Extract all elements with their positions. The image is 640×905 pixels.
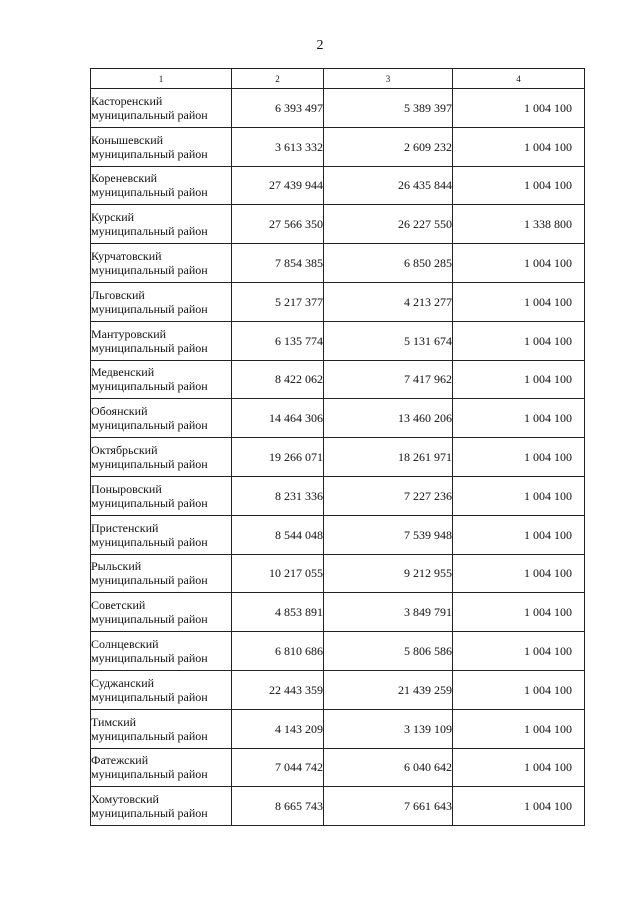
budget-distribution-table <box>90 68 585 826</box>
amount-cell-col2: 19 266 071 <box>232 438 324 477</box>
table-row <box>91 748 585 787</box>
amount-cell-col2: 5 217 377 <box>232 282 324 321</box>
amount-cell-col4: 1 004 100 <box>453 360 585 399</box>
district-type: муниципальный район <box>91 495 208 510</box>
table-header-row <box>91 69 585 89</box>
amount-cell-col4: 1 004 100 <box>453 321 585 360</box>
amount-cell-col3: 6 850 285 <box>324 244 453 283</box>
district-name-cell <box>91 166 232 205</box>
district-type: муниципальный район <box>91 107 208 122</box>
amount-cell-col3: 2 609 232 <box>324 127 453 166</box>
district-name-cell <box>91 709 232 748</box>
amount-cell-col3: 26 435 844 <box>324 166 453 205</box>
district-name: Кореневский <box>91 171 158 186</box>
amount-cell-col4: 1 004 100 <box>453 282 585 321</box>
district-name: Курский <box>91 210 135 225</box>
amount-cell-col4: 1 004 100 <box>453 632 585 671</box>
district-name-cell <box>91 89 232 128</box>
amount-cell-col3: 4 213 277 <box>324 282 453 321</box>
district-name-cell <box>91 282 232 321</box>
table-row <box>91 166 585 205</box>
district-name: Курчатовский <box>91 249 162 264</box>
district-name: Фатежский <box>91 753 149 768</box>
amount-cell-col4: 1 004 100 <box>453 515 585 554</box>
district-name: Хомутовский <box>91 792 159 807</box>
amount-cell-col4: 1 004 100 <box>453 554 585 593</box>
district-type: муниципальный район <box>91 224 208 239</box>
district-name: Поныровский <box>91 481 162 496</box>
amount-cell-col3: 7 661 643 <box>324 787 453 826</box>
amount-cell-col3: 7 227 236 <box>324 476 453 515</box>
district-name: Обоянский <box>91 404 148 419</box>
district-type: муниципальный район <box>91 379 208 394</box>
table-row <box>91 709 585 748</box>
amount-cell-col2: 8 422 062 <box>232 360 324 399</box>
amount-cell-col3: 18 261 971 <box>324 438 453 477</box>
amount-cell-col4: 1 004 100 <box>453 166 585 205</box>
amount-cell-col4: 1 004 100 <box>453 476 585 515</box>
amount-cell-col2: 8 665 743 <box>232 787 324 826</box>
amount-cell-col2: 3 613 332 <box>232 127 324 166</box>
table-row <box>91 593 585 632</box>
table-row <box>91 89 585 128</box>
table-row <box>91 670 585 709</box>
amount-cell-col3: 7 417 962 <box>324 360 453 399</box>
district-name: Тимский <box>91 714 137 729</box>
district-type: муниципальный район <box>91 689 208 704</box>
table-row <box>91 476 585 515</box>
district-name: Солнцевский <box>91 637 159 652</box>
amount-cell-col4: 1 004 100 <box>453 748 585 787</box>
amount-cell-col4: 1 004 100 <box>453 244 585 283</box>
table-row <box>91 515 585 554</box>
district-name-cell <box>91 321 232 360</box>
amount-cell-col2: 4 853 891 <box>232 593 324 632</box>
column-header: 4 <box>453 69 585 89</box>
amount-cell-col2: 7 854 385 <box>232 244 324 283</box>
district-type: муниципальный район <box>91 612 208 627</box>
district-type: муниципальный район <box>91 728 208 743</box>
district-name-cell <box>91 205 232 244</box>
amount-cell-col3: 6 040 642 <box>324 748 453 787</box>
amount-cell-col3: 7 539 948 <box>324 515 453 554</box>
amount-cell-col2: 27 566 350 <box>232 205 324 244</box>
table-body <box>91 89 585 826</box>
table-row <box>91 399 585 438</box>
district-name-cell <box>91 748 232 787</box>
district-type: муниципальный район <box>91 806 208 821</box>
table-row <box>91 127 585 166</box>
column-header: 2 <box>232 69 324 89</box>
amount-cell-col3: 9 212 955 <box>324 554 453 593</box>
table-row <box>91 632 585 671</box>
amount-cell-col3: 5 806 586 <box>324 632 453 671</box>
amount-cell-col3: 13 460 206 <box>324 399 453 438</box>
district-name-cell <box>91 515 232 554</box>
page-number: 2 <box>316 38 324 53</box>
district-name-cell <box>91 438 232 477</box>
district-name-cell <box>91 554 232 593</box>
district-type: муниципальный район <box>91 534 208 549</box>
amount-cell-col4: 1 004 100 <box>453 89 585 128</box>
amount-cell-col2: 8 544 048 <box>232 515 324 554</box>
amount-cell-col2: 8 231 336 <box>232 476 324 515</box>
district-name-cell <box>91 787 232 826</box>
district-name-cell <box>91 632 232 671</box>
column-header: 1 <box>91 69 232 89</box>
district-type: муниципальный район <box>91 457 208 472</box>
table-row <box>91 360 585 399</box>
amount-cell-col4: 1 004 100 <box>453 399 585 438</box>
district-name-cell <box>91 127 232 166</box>
amount-cell-col2: 10 217 055 <box>232 554 324 593</box>
district-name-cell <box>91 670 232 709</box>
amount-cell-col4: 1 004 100 <box>453 709 585 748</box>
district-type: муниципальный район <box>91 185 208 200</box>
amount-cell-col3: 3 849 791 <box>324 593 453 632</box>
amount-cell-col3: 21 439 259 <box>324 670 453 709</box>
amount-cell-col4: 1 004 100 <box>453 787 585 826</box>
column-header: 3 <box>324 69 453 89</box>
district-type: муниципальный район <box>91 573 208 588</box>
district-name: Медвенский <box>91 365 155 380</box>
district-name-cell <box>91 399 232 438</box>
district-name: Рыльский <box>91 559 142 574</box>
table-row <box>91 282 585 321</box>
district-name-cell <box>91 360 232 399</box>
district-type: муниципальный район <box>91 418 208 433</box>
district-name-cell <box>91 244 232 283</box>
district-name: Пристенский <box>91 520 159 535</box>
amount-cell-col2: 6 135 774 <box>232 321 324 360</box>
district-name: Касторенский <box>91 93 163 108</box>
district-name: Советский <box>91 598 146 613</box>
amount-cell-col2: 6 810 686 <box>232 632 324 671</box>
district-name: Суджанский <box>91 675 155 690</box>
amount-cell-col3: 5 131 674 <box>324 321 453 360</box>
amount-cell-col3: 3 139 109 <box>324 709 453 748</box>
amount-cell-col4: 1 004 100 <box>453 670 585 709</box>
district-name: Льговский <box>91 287 145 302</box>
amount-cell-col4: 1 004 100 <box>453 593 585 632</box>
district-type: муниципальный район <box>91 651 208 666</box>
district-type: муниципальный район <box>91 263 208 278</box>
table-row <box>91 438 585 477</box>
table-row <box>91 554 585 593</box>
amount-cell-col4: 1 004 100 <box>453 438 585 477</box>
amount-cell-col4: 1 338 800 <box>453 205 585 244</box>
table-row <box>91 321 585 360</box>
district-type: муниципальный район <box>91 340 208 355</box>
district-type: муниципальный район <box>91 146 208 161</box>
amount-cell-col2: 27 439 944 <box>232 166 324 205</box>
district-name: Мантуровский <box>91 326 167 341</box>
amount-cell-col2: 6 393 497 <box>232 89 324 128</box>
amount-cell-col2: 4 143 209 <box>232 709 324 748</box>
table-row <box>91 205 585 244</box>
amount-cell-col2: 14 464 306 <box>232 399 324 438</box>
district-name-cell <box>91 476 232 515</box>
amount-cell-col2: 22 443 359 <box>232 670 324 709</box>
district-type: муниципальный район <box>91 767 208 782</box>
district-type: муниципальный район <box>91 301 208 316</box>
amount-cell-col4: 1 004 100 <box>453 127 585 166</box>
district-name-cell <box>91 593 232 632</box>
amount-cell-col3: 26 227 550 <box>324 205 453 244</box>
district-name: Октябрьский <box>91 443 158 458</box>
table-row <box>91 244 585 283</box>
district-name: Конышевский <box>91 132 164 147</box>
table-row <box>91 787 585 826</box>
amount-cell-col2: 7 044 742 <box>232 748 324 787</box>
amount-cell-col3: 5 389 397 <box>324 89 453 128</box>
